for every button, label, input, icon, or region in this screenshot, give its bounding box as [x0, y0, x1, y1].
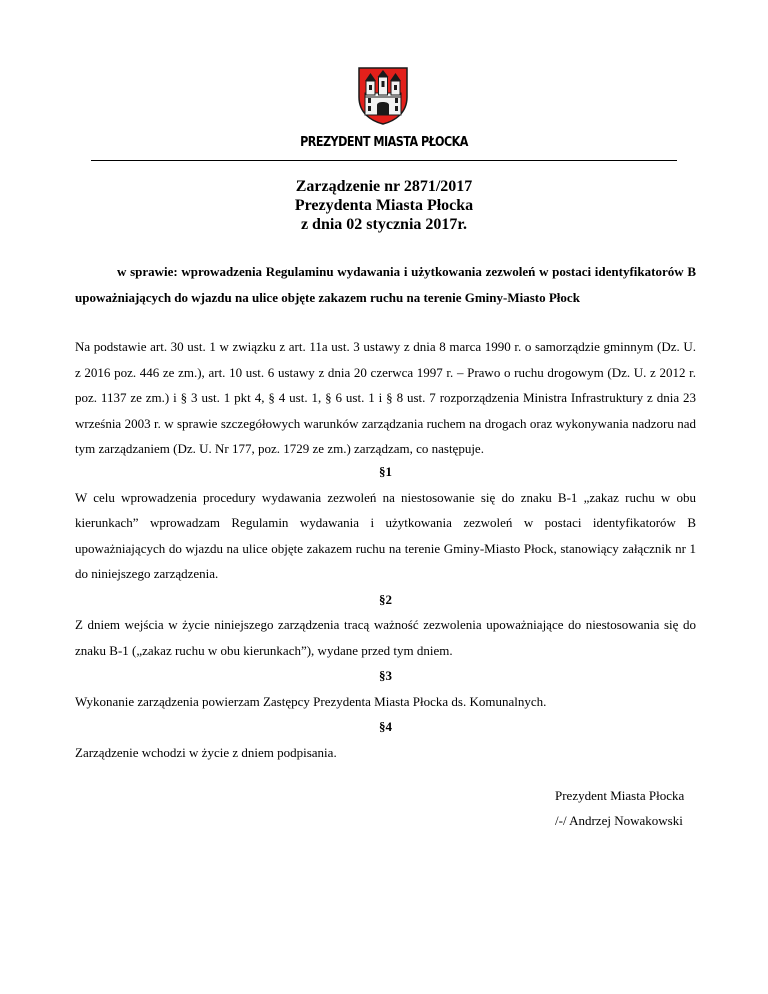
document-title: [0, 177, 768, 234]
signatory-title: Prezydent Miasta Płocka: [555, 788, 685, 803]
section-mark: §1: [379, 464, 392, 479]
section-mark: §3: [379, 668, 392, 683]
signature-block: [555, 783, 684, 833]
document-title-line: z dnia 02 stycznia 2017r.: [300, 216, 468, 233]
signatory-name: /-/ Andrzej Nowakowski: [555, 813, 683, 828]
section-text: W celu wprowadzenia procedury wydawania zezwoleń na niestosowanie się do znaku B-1 „zakaz ruchu w obu kierunkach” wprowadzam Regulamin wydawania i użytkowania zezwoleń w postaci identyfikatorów B upoważniających do wjazdu na ulice objęte zakazem ruchu na terenie Gminy-Miasto Płock, stanowiący załącznik nr 1 do niniejszego zarządzenia.: [75, 489, 696, 581]
section-text: Zarządzenie wchodzi w życie z dniem podpisania.: [75, 744, 337, 760]
document-title-line: Prezydenta Miasta Płocka: [294, 197, 474, 214]
header-divider: [91, 160, 677, 161]
document-title-line: Zarządzenie nr 2871/2017: [295, 178, 473, 195]
section-mark: §2: [379, 591, 392, 607]
city-coat-of-arms-icon: [358, 67, 408, 125]
header-title: PREZYDENT MIASTA PŁOCKA: [300, 135, 468, 150]
document-subject: w sprawie: wprowadzenia Regulaminu wydawania i użytkowania zezwoleń w postaci identyfikatorów B upoważniających do wjazdu na ulice objęte zakazem ruchu na terenie Gminy-Miasto Płock: [75, 264, 696, 305]
section-text: Wykonanie zarządzenia powierzam Zastępcy Prezydenta Miasta Płocka ds. Komunalnych.: [75, 693, 547, 709]
legal-basis: Na podstawie art. 30 ust. 1 w związku z art. 11a ust. 3 ustawy z dnia 8 marca 1990 r. o samorządzie gminnym (Dz. U. z 2016 poz. 446 ze zm.), art. 10 ust. 6 ustawy z dnia 20 czerwca 1997 r. – Prawo o ruchu drogowym (Dz. U. z 2012 r. poz. 1137 ze zm.) i § 3 ust. 1 pkt 4, § 4 ust. 1, § 6 ust. 1 i § 8 ust. 7 rozporządzenia Ministra Infrastruktury z dnia 23 września 2003 r. w sprawie szczegółowych warunków zarządzania ruchem na drogach oraz wykonywania nadzoru nad tym zarządzaniem (Dz. U. Nr 177, poz. 1729 ze zm.) zarządzam, co następuje.: [75, 339, 696, 456]
document-sections: [75, 459, 696, 765]
section-text: Z dniem wejścia w życie niniejszego zarządzenia tracą ważność zezwolenia upoważniające do niestosowania się do znaku B-1 („zakaz ruchu w obu kierunkach”), wydane przed tym dniem.: [75, 617, 696, 658]
section-mark: §4: [379, 719, 392, 734]
